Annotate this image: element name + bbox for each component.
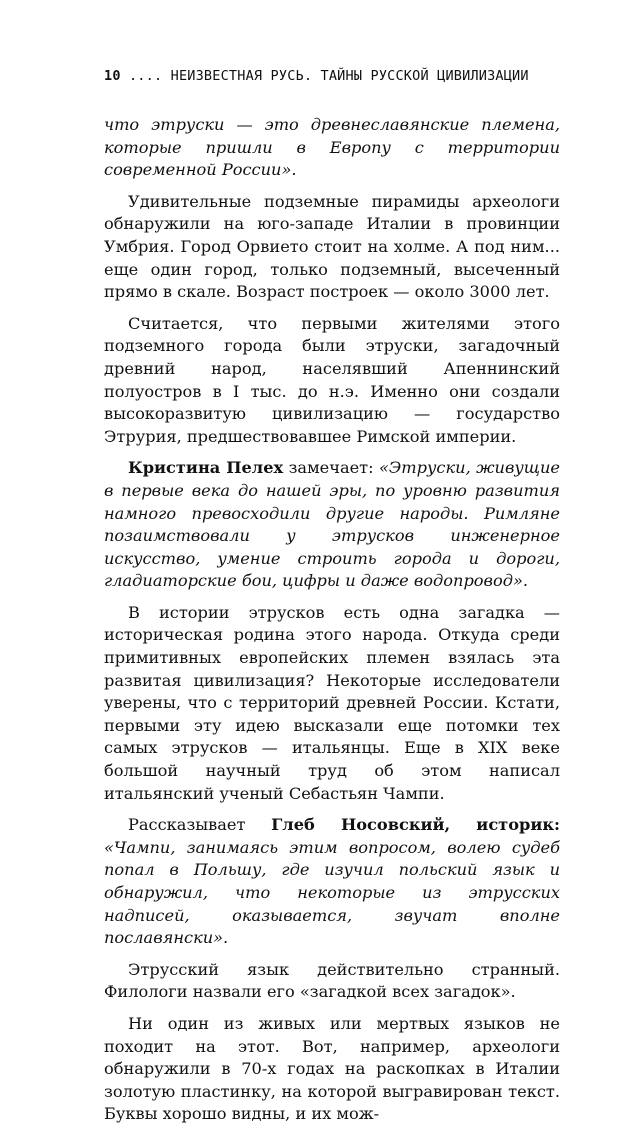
header-dots: .... (128, 68, 163, 84)
paragraph-4 (104, 457, 560, 593)
body-text (104, 114, 560, 1135)
quote-continuation: что этруски — это древнеславянские племена, которые пришли в Европу с территории современной России». (104, 115, 560, 180)
paragraph-text: Удивительные подземные пирамиды археологи обнаружили на юго-западе Италии в провинции Умбрия. Город Орвието стоит на холме. А под ним... еще один город, только подземный, высеченный прямо в скале. Возраст построек — около 3000 лет. (104, 191, 560, 302)
running-header (104, 68, 562, 84)
running-title: НЕИЗВЕСТНАЯ РУСЬ. ТАЙНЫ РУССКОЙ ЦИВИЛИЗАЦИИ (170, 68, 529, 84)
paragraph-text: Этрусский язык действительно странный. Филологи назвали его «загадкой всех загадок». (104, 959, 560, 1002)
paragraph-1 (104, 114, 560, 182)
quote-text: «Чампи, занимаясь этим вопросом, волею судеб попал в Польшу, где изучил польский язык и обнаружил, что некоторые из этрусских надписей, оказывается, звучат вполне пославянски». (104, 837, 560, 948)
paragraph-5 (104, 602, 560, 805)
page-number: 10 (104, 68, 121, 84)
paragraph-3 (104, 313, 560, 449)
speech-verb: Рассказывает (128, 815, 272, 835)
paragraph-7 (104, 959, 560, 1004)
paragraph-text: Считается, что первыми жителями этого подземного города были этруски, загадочный древний народ, населявший Апеннинский полуостров в I тыс. до н.э. Именно они создали высокоразвитую цивилизацию — государство Этрурия, предшествовавшее Римской империи. (104, 313, 560, 446)
paragraph-text: В истории этрусков есть одна загадка — историческая родина этого народа. Откуда среди примитивных европейских племен взялась эта развитая цивилизация? Некоторые исследователи уверены, что с территорий древней России. Кстати, первыми эту идею высказали еще потомки тех самых этрусков — итальянцы. Еще в XIX веке большой научный труд об этом написал итальянский ученый Себастьян Чампи. (104, 602, 560, 803)
paragraph-8 (104, 1013, 560, 1126)
paragraph-2 (104, 191, 560, 304)
paragraph-text: Ни один из живых или мертвых языков не походит на этот. Вот, например, археологи обнаружили в 70-х годах на раскопках в Италии золотую пластинку, на которой выгравирован текст. Буквы хорошо видны, и их мож- (104, 1013, 560, 1124)
speaker-name: Кристина Пелех (128, 458, 284, 478)
quote-text: «Этруски, живущие в первые века до нашей эры, по уровню развития намного превосходили другие народы. Римляне позаимствовали у этрусков инженерное искусство, умение строить города и дороги, гладиаторские бои, цифры и даже водопровод». (104, 458, 560, 591)
paragraph-6 (104, 814, 560, 950)
speaker-name: Глеб Носовский, историк: (271, 815, 560, 835)
speech-verb: замечает: (283, 458, 380, 478)
